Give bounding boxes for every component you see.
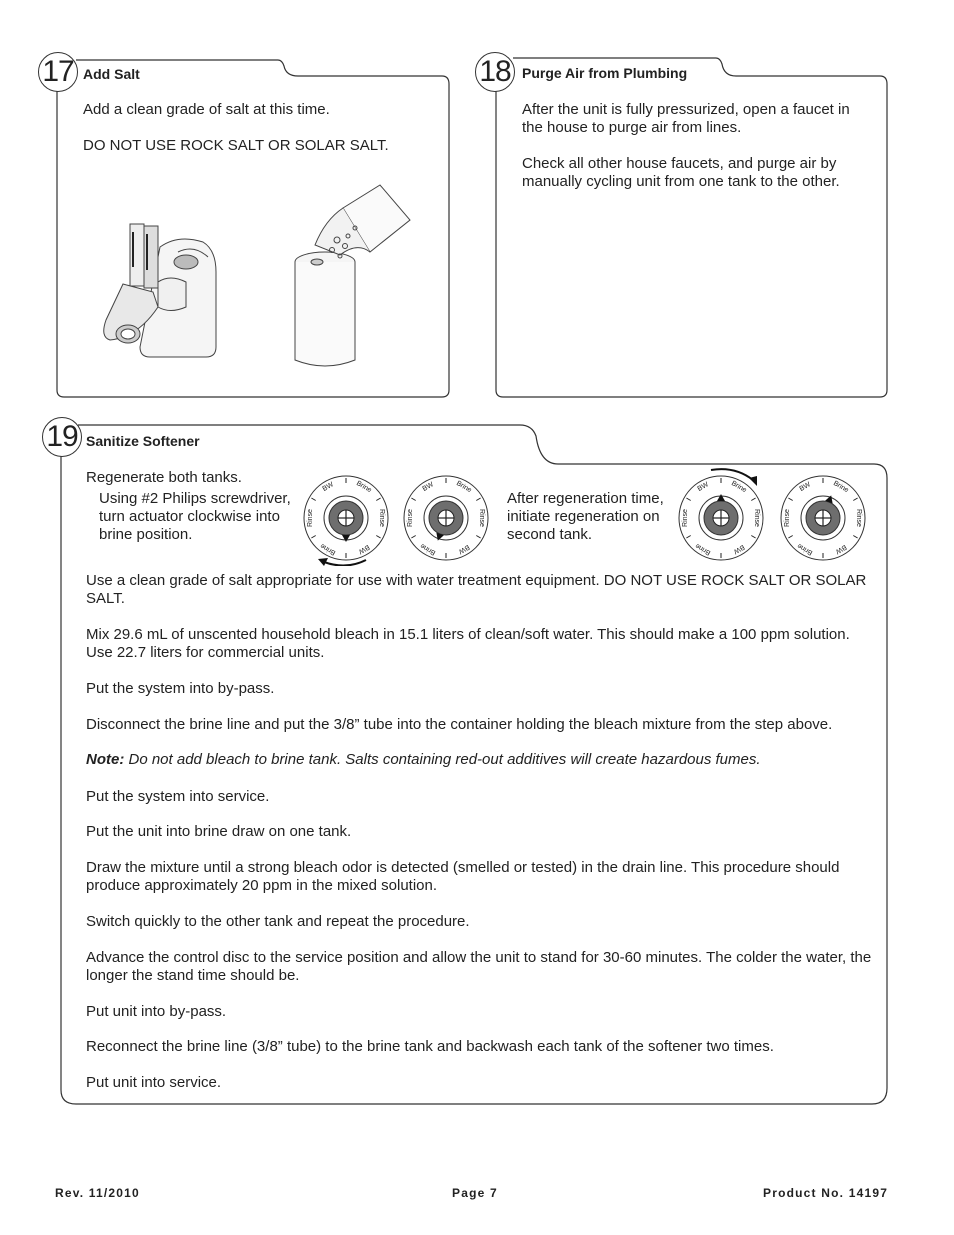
dial-label: Rinse	[306, 509, 314, 527]
step-19-paragraph-1: Use a clean grade of salt appropriate for use with water treatment equipment. DO NOT USE ROCK SALT OR SOLAR SALT.	[86, 572, 867, 607]
step-19-paragraph-12: Put unit into service.	[86, 1074, 222, 1091]
dial-label: Rinse	[783, 509, 791, 527]
rotation-arrow	[324, 560, 366, 566]
note-label: Note:	[86, 751, 125, 768]
dial-label: Brine	[319, 541, 337, 557]
dial-label: BW	[696, 481, 710, 493]
dial-label: Brine	[419, 541, 437, 557]
dial-label: BW	[321, 481, 335, 493]
step-19-paragraph-4: Disconnect the brine line and put the 3/8” tube into the container holding the bleach mixture from the step above.	[86, 716, 833, 733]
step-18-text-2: Check all other house faucets, and purge air by manually cycling unit from one tank to the other.	[522, 155, 840, 190]
dial-label: BW	[357, 543, 371, 555]
dial-label: Brine	[832, 479, 850, 495]
salt-bag-pouring-illustration	[285, 180, 425, 375]
step-17-text-1: Add a clean grade of salt at this time.	[83, 101, 330, 118]
dial-label: Brine	[694, 541, 712, 557]
dial-label: BW	[798, 481, 812, 493]
step-17-number: 17	[38, 52, 78, 92]
dial-label: Rinse	[406, 509, 414, 527]
step-18-text-1: After the unit is fully pressurized, open a faucet in the house to purge air from lines.	[522, 101, 850, 136]
dial-label: BW	[421, 481, 435, 493]
dial-label: Rinse	[855, 509, 863, 527]
step-19-paragraph-9: Advance the control disc to the service position and allow the unit to stand for 30-60 minutes. The colder the water, the longer the stand time should be.	[86, 949, 872, 984]
step-18-number: 18	[475, 52, 515, 92]
step-19-paragraph-7: Draw the mixture until a strong bleach odor is detected (smelled or tested) in the drain line. This procedure should produce approximately 20 ppm in the mixed solution.	[86, 859, 840, 894]
step-19-number: 19	[42, 417, 82, 457]
note-text: Do not add bleach to brine tank. Salts containing red-out additives will create hazardous fumes.	[124, 751, 761, 768]
control-dial-4	[777, 470, 869, 566]
control-dial-1	[300, 470, 392, 566]
footer-revision: Rev. 11/2010	[55, 1186, 140, 1200]
dial-label: Brine	[730, 479, 748, 495]
dial-label: BW	[834, 543, 848, 555]
step-19-paragraph-10: Put unit into by-pass.	[86, 1003, 227, 1020]
step-19-paragraph-11: Reconnect the brine line (3/8” tube) to the brine tank and backwash each tank of the softener two times.	[86, 1038, 774, 1055]
control-dial-2	[400, 470, 492, 566]
control-dial-3	[675, 462, 767, 566]
dial-label: Brine	[455, 479, 473, 495]
step-19-paragraph-3: Put the system into by-pass.	[86, 680, 275, 697]
step-19-philips-instruction: Using #2 Philips screwdriver, turn actuator clockwise into brine position.	[99, 490, 291, 543]
dial-label: BW	[457, 543, 471, 555]
dial-label: BW	[732, 543, 746, 555]
step-19-paragraph-2: Mix 29.6 mL of unscented household bleach in 15.1 liters of clean/soft water. This should make a 100 ppm solution. Use 22.7 liters for commercial units.	[86, 626, 850, 661]
footer-page-number: Page 7	[452, 1186, 498, 1200]
step-18-title: Purge Air from Plumbing	[522, 65, 688, 81]
step-17-title: Add Salt	[83, 66, 140, 82]
footer-product-number: Product No. 14197	[763, 1186, 889, 1200]
dial-label: Brine	[355, 479, 373, 495]
step-19-note	[86, 751, 876, 769]
softener-cabinet-illustration	[98, 212, 223, 362]
step-17-text-2: DO NOT USE ROCK SALT OR SOLAR SALT.	[83, 137, 389, 154]
step-19-second-tank-instruction: After regeneration time, initiate regeneration on second tank.	[507, 490, 664, 543]
dial-label: Brine	[796, 541, 814, 557]
step-19-paragraph-5: Put the system into service.	[86, 788, 270, 805]
step-19-paragraph-8: Switch quickly to the other tank and repeat the procedure.	[86, 913, 470, 930]
step-19-paragraph-6: Put the unit into brine draw on one tank.	[86, 823, 352, 840]
dial-label: Rinse	[478, 509, 486, 527]
dial-label: Rinse	[378, 509, 386, 527]
dial-label: Rinse	[681, 509, 689, 527]
step-19-regenerate: Regenerate both tanks.	[86, 469, 242, 486]
dial-label: Rinse	[753, 509, 761, 527]
step-19-title: Sanitize Softener	[86, 433, 200, 449]
